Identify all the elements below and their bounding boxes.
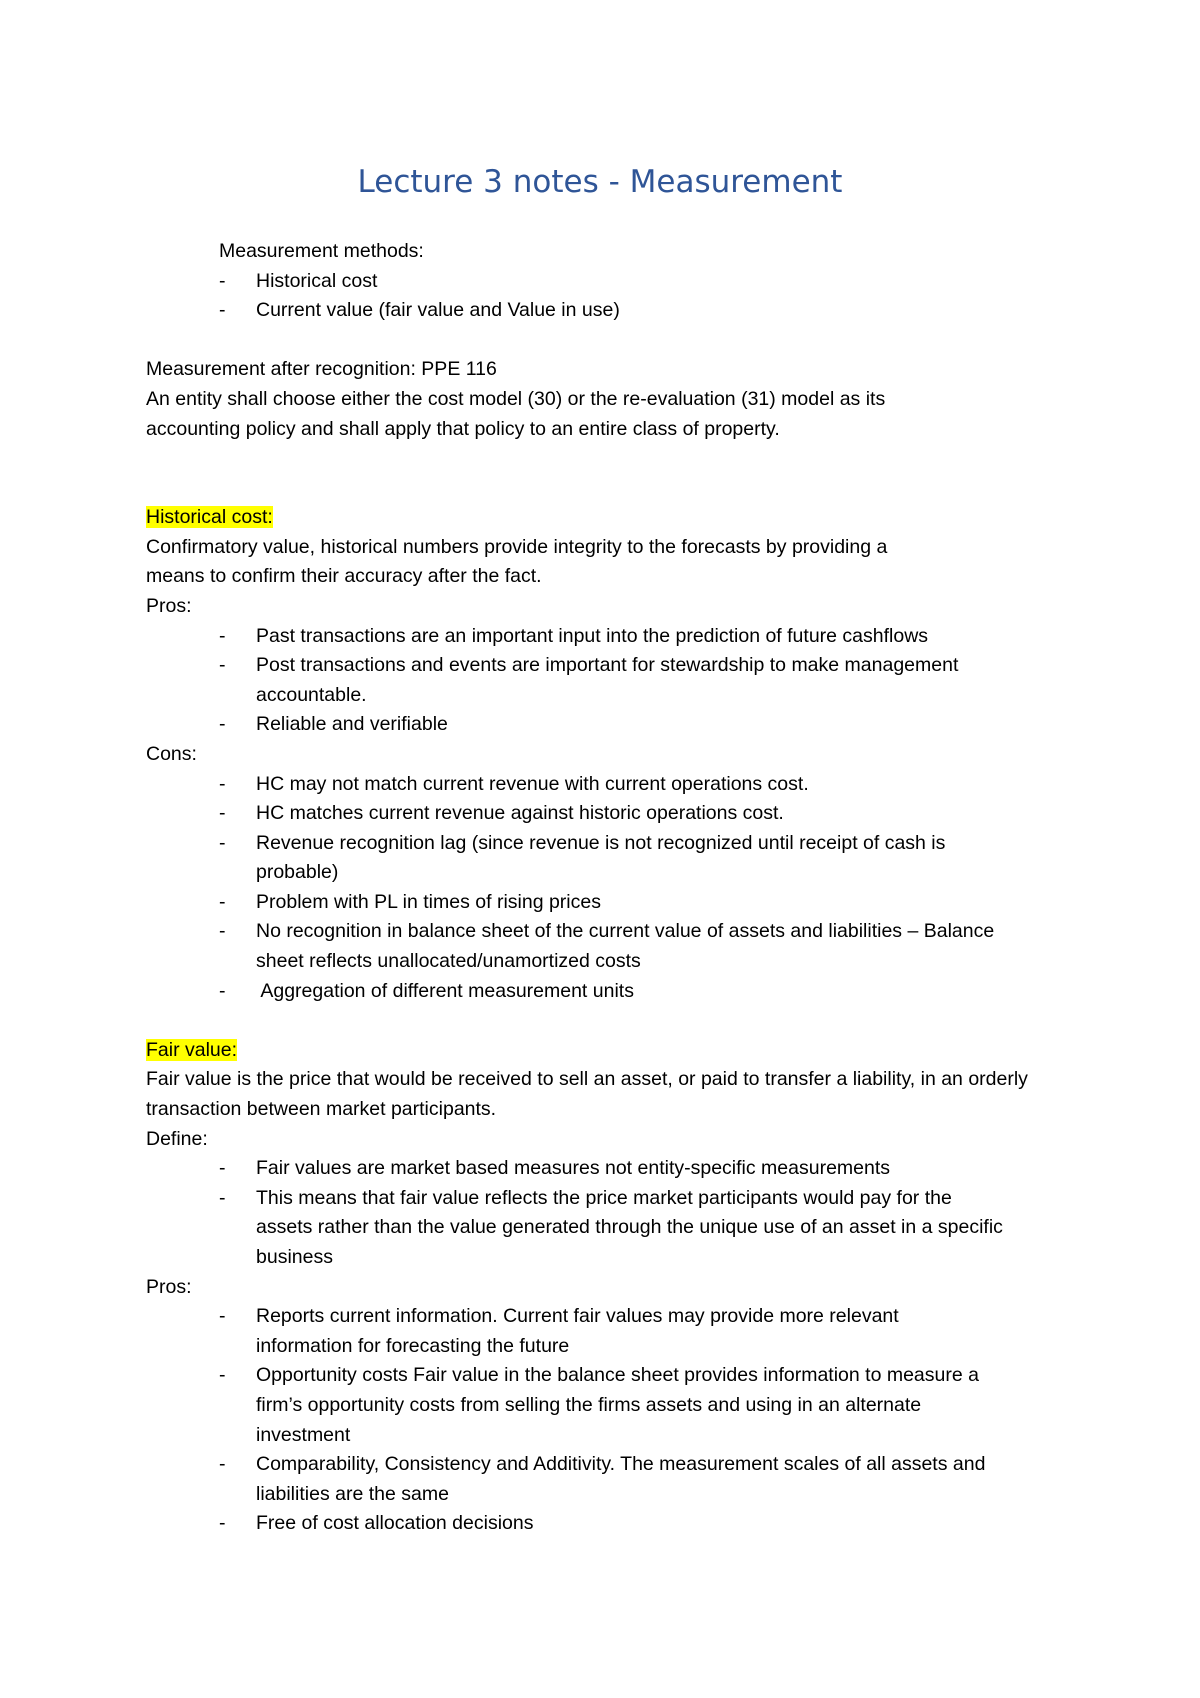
dash-bullet: - (219, 831, 226, 854)
methods-label: Measurement methods: (219, 240, 424, 262)
list-item (219, 1361, 999, 1450)
list-item (219, 888, 999, 918)
list-item (219, 977, 999, 1007)
dash-bullet: - (219, 772, 226, 795)
list-item (219, 651, 999, 710)
list-item-text: Free of cost allocation decisions (256, 1512, 534, 1535)
list-item (219, 296, 1086, 326)
historical-cost-cons-label: Cons: (146, 742, 197, 765)
list-item-text: Problem with PL in times of rising prices (256, 890, 601, 913)
list-item-text: Revenue recognition lag (since revenue is not recognized until receipt of cash is probable) (256, 831, 946, 884)
dash-bullet: - (219, 802, 226, 825)
historical-cost-pros-list (146, 622, 999, 740)
document-body (146, 237, 1086, 1539)
list-item-text: HC matches current revenue against historic operations cost. (256, 802, 784, 825)
dash-bullet: - (219, 624, 226, 647)
list-item (219, 799, 999, 829)
dash-bullet: - (219, 1186, 226, 1209)
list-item (219, 710, 999, 740)
historical-cost-section (146, 503, 1086, 1006)
list-item-text: Opportunity costs Fair value in the balance sheet provides information to measure a firm’s opportunity costs from selling the firms assets and using in an alternate investment (256, 1364, 979, 1446)
dash-bullet: - (219, 654, 226, 677)
spacer (146, 1006, 1086, 1036)
methods-list (146, 267, 1086, 326)
list-item (219, 622, 999, 652)
list-item-text: Aggregation of different measurement units (256, 979, 634, 1002)
list-item (219, 829, 999, 888)
dash-bullet: - (219, 713, 226, 736)
list-item-text: Reports current information. Current fair values may provide more relevant information for forecasting the future (256, 1305, 899, 1357)
historical-cost-heading: Historical cost: (146, 506, 273, 529)
list-item-text: Fair values are market based measures not entity-specific measurements (256, 1157, 891, 1180)
dash-bullet: - (219, 1364, 226, 1387)
dash-bullet: - (219, 1305, 226, 1328)
list-item (219, 917, 999, 976)
fair-value-heading: Fair value: (146, 1038, 238, 1061)
page-title: Lecture 3 notes - Measurement (357, 164, 843, 200)
dash-bullet: - (219, 920, 226, 943)
dash-bullet: - (219, 1512, 226, 1535)
list-item-text: This means that fair value reflects the price market participants would pay for the assets rather than the value generated through the unique use of an asset in a specific business (256, 1186, 1003, 1268)
historical-cost-cons-list (146, 770, 999, 1007)
list-item-text: Past transactions are an important input into the prediction of future cashflows (256, 624, 929, 647)
after-recognition-heading: Measurement after recognition: PPE 116 (146, 358, 497, 381)
dash-bullet: - (219, 1453, 226, 1476)
fair-value-define-list (146, 1154, 1009, 1272)
list-item (219, 1509, 999, 1539)
fair-value-section (146, 1036, 1086, 1539)
list-item-text: Current value (fair value and Value in use) (256, 299, 620, 322)
list-item-text: No recognition in balance sheet of the current value of assets and liabilities – Balance sheet reflects unallocated/unamortized costs (256, 920, 995, 973)
historical-cost-pros-label: Pros: (146, 594, 192, 617)
list-item-text: Post transactions and events are important for stewardship to make management accountable. (256, 654, 959, 706)
list-item (219, 770, 999, 800)
list-item (219, 267, 1086, 297)
list-item (219, 1154, 1009, 1184)
dash-bullet: - (219, 299, 226, 322)
fair-value-text: Fair value is the price that would be received to sell an asset, or paid to transfer a liability, in an orderly transaction between market participants. (146, 1068, 1028, 1121)
list-item-text: Comparability, Consistency and Additivity. The measurement scales of all assets and liabilities are the same (256, 1453, 986, 1505)
list-item (219, 1302, 999, 1361)
spacer (146, 326, 1086, 356)
fair-value-pros-list (146, 1302, 999, 1539)
fair-value-pros-label: Pros: (146, 1275, 192, 1298)
dash-bullet: - (219, 890, 226, 913)
dash-bullet: - (219, 979, 226, 1002)
fair-value-define-label: Define: (146, 1127, 208, 1150)
dash-bullet: - (219, 1157, 226, 1180)
list-item-text: Historical cost (256, 269, 378, 292)
list-item (219, 1184, 1009, 1273)
list-item-text: Reliable and verifiable (256, 713, 448, 736)
after-recognition-text: An entity shall choose either the cost model (30) or the re-evaluation (31) model as its accounting policy and shall apply that policy to an entire class of property. (146, 387, 886, 440)
historical-cost-text: Confirmatory value, historical numbers provide integrity to the forecasts by providing a means to confirm their accuracy after the fact. (146, 535, 888, 588)
list-item-text: HC may not match current revenue with current operations cost. (256, 772, 809, 795)
spacer (146, 444, 1086, 503)
list-item (219, 1450, 999, 1509)
dash-bullet: - (219, 269, 226, 292)
